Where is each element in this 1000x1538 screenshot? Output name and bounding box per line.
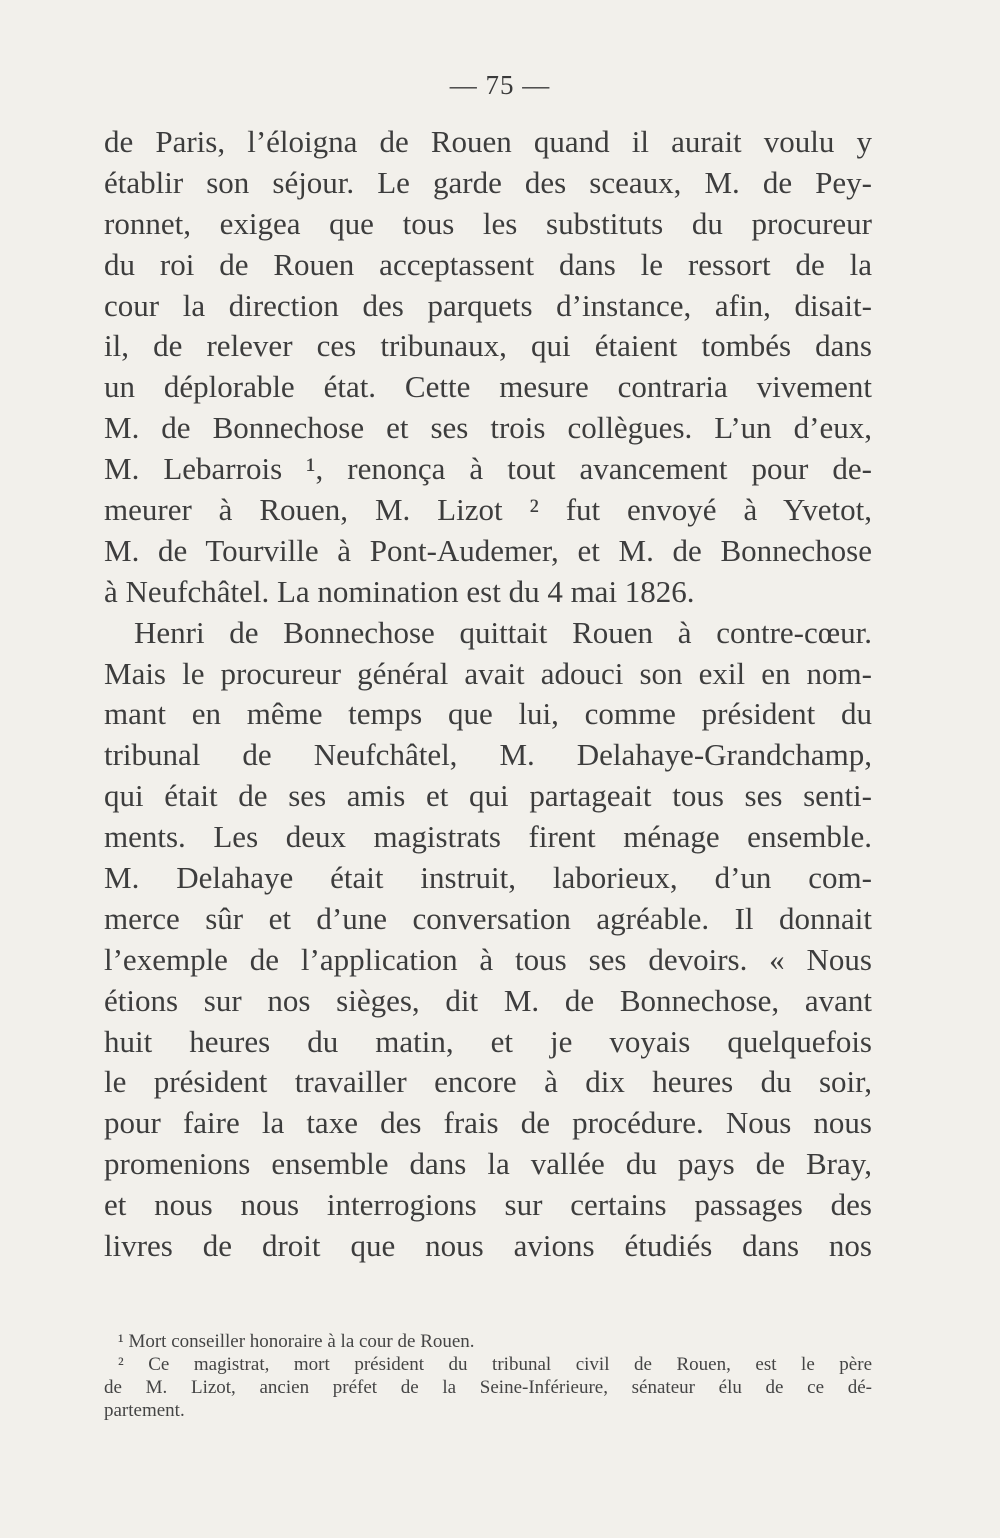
footnotes bbox=[104, 1330, 872, 1422]
text-line: du roi de Rouen acceptassent dans le ressort de la bbox=[104, 246, 872, 282]
footnote-1: ¹ Mort conseiller honoraire à la cour de Rouen. bbox=[118, 1331, 475, 1352]
text-line: et nous nous interrogions sur certains passages des bbox=[104, 1187, 872, 1223]
text-line: de Paris, l’éloigna de Rouen quand il aurait voulu y bbox=[104, 124, 872, 159]
text-line: M. Lebarrois ¹, renonça à tout avancement pour de- bbox=[104, 451, 872, 487]
text-line: le président travailler encore à dix heures du soir, bbox=[104, 1064, 872, 1100]
body-text bbox=[104, 122, 872, 1267]
text-line: huit heures du matin, et je voyais quelquefois bbox=[104, 1023, 872, 1059]
text-line: M. de Tourville à Pont-Audemer, et M. de Bonnechose bbox=[104, 532, 872, 568]
footnote-2: ² Ce magistrat, mort président du tribunal civil de Rouen, est le père bbox=[118, 1354, 872, 1375]
text-line: tribunal de Neufchâtel, M. Delahaye-Grandchamp, bbox=[104, 737, 872, 773]
text-line: un déplorable état. Cette mesure contraria vivement bbox=[104, 369, 872, 405]
text-line: ronnet, exigea que tous les substituts du procureur bbox=[104, 205, 872, 241]
text-line: qui était de ses amis et qui partageait tous ses senti- bbox=[104, 778, 872, 814]
paragraph-start-line: Henri de Bonnechose quittait Rouen à contre-cœur. bbox=[134, 614, 872, 650]
text-line: merce sûr et d’une conversation agréable. Il donnait bbox=[104, 900, 872, 936]
text-line: l’exemple de l’application à tous ses devoirs. « Nous bbox=[104, 941, 872, 977]
page-number: — 75 — bbox=[449, 70, 551, 100]
text-line: à Neufchâtel. La nomination est du 4 mai 1826. bbox=[104, 573, 695, 609]
text-line: M. Delahaye était instruit, laborieux, d’un com- bbox=[104, 860, 872, 896]
text-line: promenions ensemble dans la vallée du pays de Bray, bbox=[104, 1146, 872, 1182]
footnote-2-end: partement. bbox=[104, 1400, 185, 1421]
text-line: M. de Bonnechose et ses trois collègues. L’un d’eux, bbox=[104, 410, 872, 446]
text-line: établir son séjour. Le garde des sceaux, M. de Pey- bbox=[104, 164, 872, 200]
text-line: pour faire la taxe des frais de procédure. Nous nous bbox=[104, 1105, 872, 1141]
text-line: livres de droit que nous avions étudiés dans nos bbox=[104, 1228, 872, 1264]
text-line: mant en même temps que lui, comme président du bbox=[104, 696, 872, 732]
text-line: ments. Les deux magistrats firent ménage ensemble. bbox=[104, 819, 872, 855]
text-line: cour la direction des parquets d’instance, afin, disait- bbox=[104, 287, 872, 323]
footnote-2-continued: de M. Lizot, ancien préfet de la Seine-Inférieure, sénateur élu de ce dé- bbox=[104, 1377, 872, 1398]
text-line: Mais le procureur général avait adouci son exil en nom- bbox=[104, 655, 872, 691]
text-line: étions sur nos sièges, dit M. de Bonnechose, avant bbox=[104, 982, 872, 1018]
text-line: meurer à Rouen, M. Lizot ² fut envoyé à Yvetot, bbox=[104, 492, 872, 528]
text-line: il, de relever ces tribunaux, qui étaient tombés dans bbox=[104, 328, 872, 364]
